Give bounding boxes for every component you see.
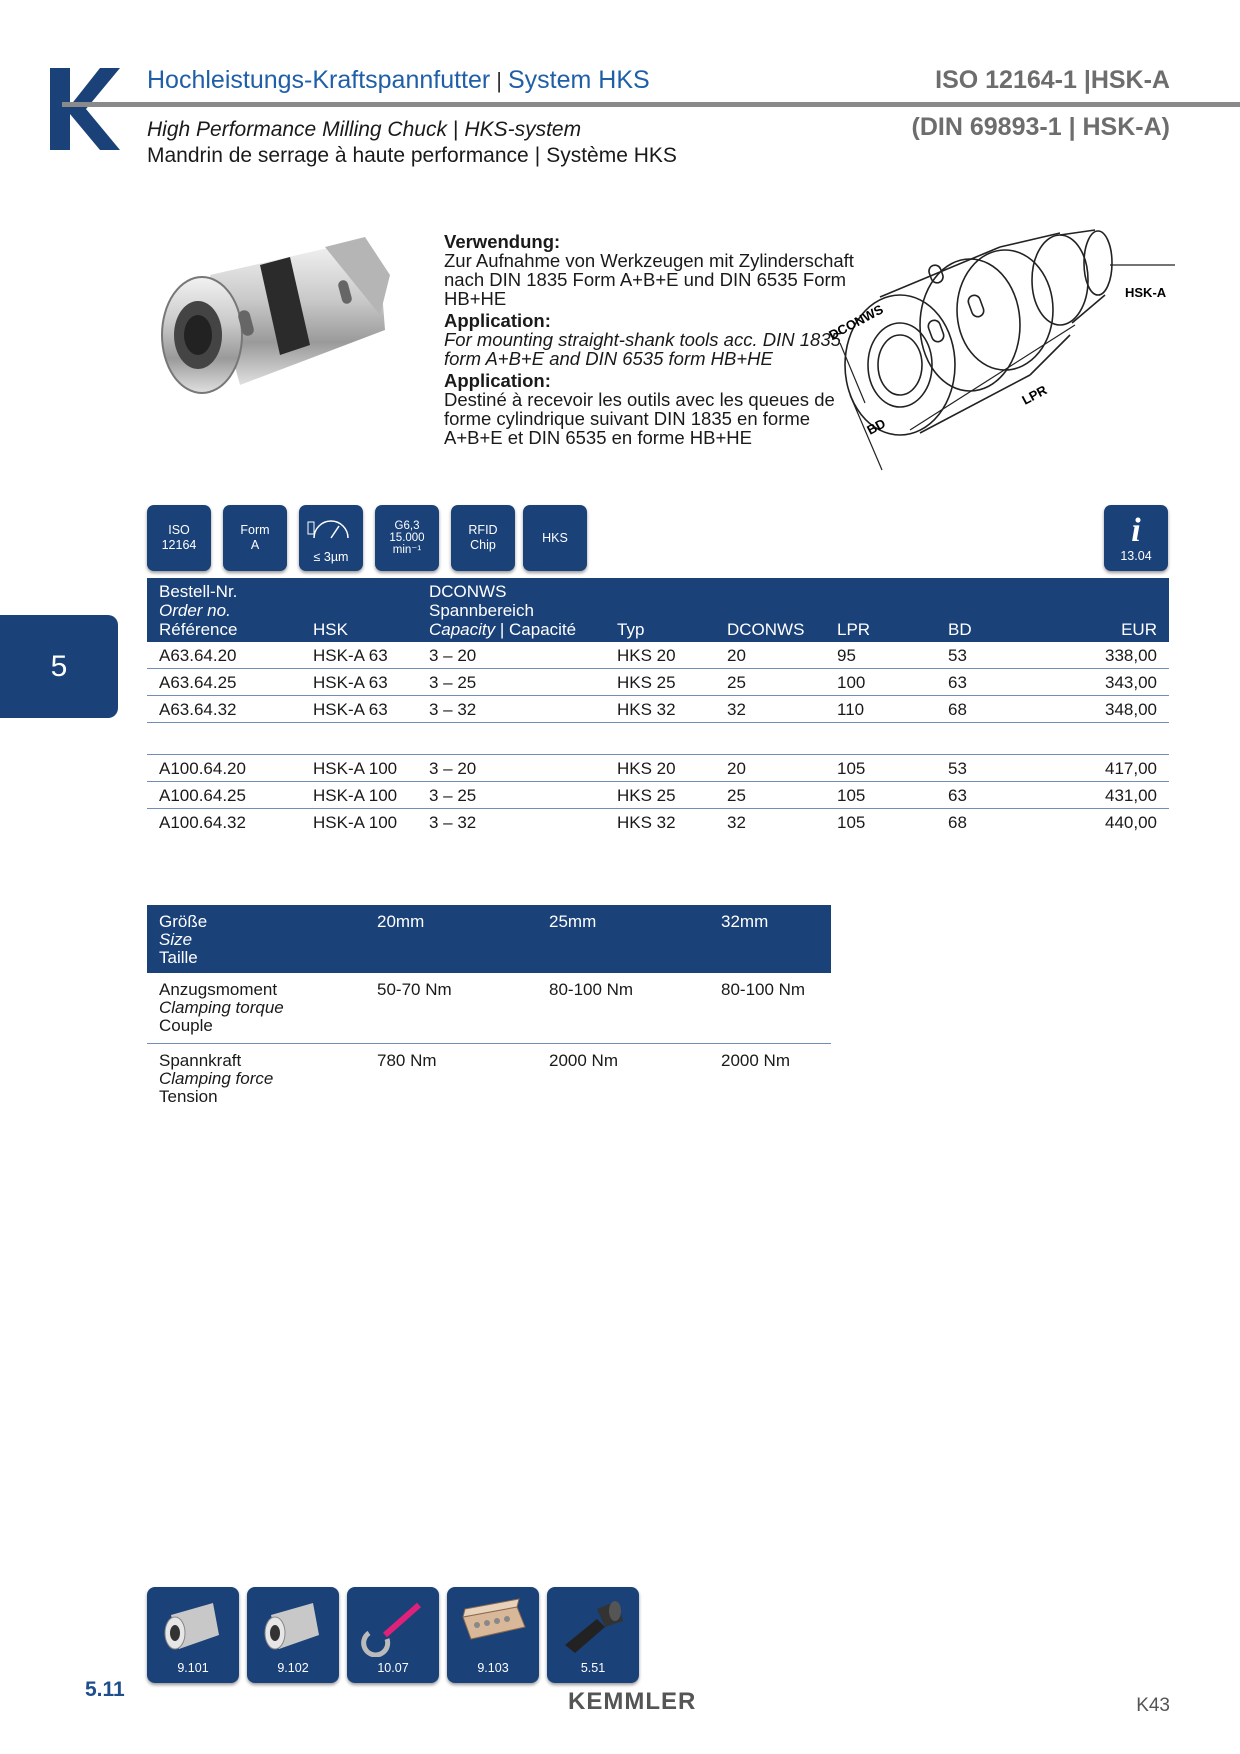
col-bd: BD [936,578,1047,642]
cell-dconws: 20 [715,642,825,669]
accessory-adapter[interactable] [547,1587,639,1683]
force-value: 780 Nm [377,1051,437,1070]
badge-iso-line2: 12164 [161,538,197,552]
cell-hsk: HSK-A 63 [301,696,417,723]
chapter-tab[interactable]: 5 [0,615,118,718]
din-standard: (DIN 69893-1 | HSK-A) [911,113,1170,141]
cell-lpr: 105 [825,755,936,782]
cell-dconws: 32 [715,696,825,723]
cell-lpr: 100 [825,669,936,696]
chuck-drawing [820,225,1180,475]
badge-form-line1: Form [240,523,270,537]
col-range [417,578,605,642]
table-row [147,755,1169,782]
force-label [147,1044,365,1113]
chuck-photo [150,235,400,415]
cell-type: HKS 20 [605,642,715,669]
torque-row [147,973,831,1044]
cell-range: 3 – 20 [417,755,605,782]
col-eur: EUR [1047,578,1169,642]
cell-order: A100.64.25 [147,782,301,809]
lpr-label: LPR [1019,382,1050,408]
col-order-en: Order no. [159,601,231,620]
col-range-de: Spannbereich [429,601,534,620]
cell-lpr: 105 [837,812,866,832]
torque-en: Clamping torque [159,998,284,1017]
accessory-label: 5.51 [580,1661,606,1675]
col-lpr: LPR [825,578,936,642]
usage-heading-de: Verwendung: [444,231,561,252]
info-icon: i [1131,511,1141,549]
hook-wrench-icon [357,1595,429,1657]
size-en: Size [159,930,193,949]
collet-icon [157,1595,229,1657]
header-rule [62,102,1240,107]
page-code: K43 [1136,1695,1170,1716]
force-value: 2000 Nm [549,1051,618,1070]
cell-type: HKS 32 [605,696,715,723]
spacer-cell [147,723,1169,755]
badge-balance[interactable] [375,505,439,571]
col-hsk: HSK [301,578,417,642]
badge-balance-line3: min⁻¹ [392,544,422,556]
force-fr: Tension [159,1087,218,1106]
cell-type: HKS 25 [605,782,715,809]
cell-range: 3 – 25 [417,782,605,809]
size-header [147,905,365,973]
cell-hsk: HSK-A 100 [301,755,417,782]
cell-dconws: 25 [715,782,825,809]
cell-type: HKS 25 [605,669,715,696]
accessory-collet-1[interactable] [147,1587,239,1683]
cell-dconws: 20 [715,755,825,782]
badge-info[interactable] [1104,505,1168,571]
cell-order: A100.64.20 [147,755,301,782]
hsk-label: HSK-A [1125,285,1167,300]
torque-value: 80-100 Nm [537,973,709,1044]
cell-lpr: 95 [825,642,936,669]
cell-eur: 431,00 [1047,782,1169,809]
cell-lpr: 110 [825,696,936,723]
cell-bd: 53 [936,755,1047,782]
cell-bd: 63 [936,782,1047,809]
cell-order: A63.64.20 [147,642,301,669]
cell-bd: 63 [936,669,1047,696]
table-row [147,642,1169,669]
title-separator: | [496,68,502,93]
usage-text [444,232,854,450]
cell-bd: 68 [936,696,1047,723]
badge-rfid-line2: Chip [470,538,496,552]
sealed-collet-icon [257,1595,329,1657]
cell-range: 3 – 20 [417,642,605,669]
badge-balance-line2: 15.000 [389,532,425,544]
dconws-label: DCONWS [826,301,886,343]
collet-set-box-icon [457,1595,529,1657]
force-de: Spannkraft [159,1051,242,1070]
iso-standard: ISO 12164-1 |HSK-A [935,66,1170,94]
badge-balance-line1: G6,3 [394,520,420,532]
torque-table [147,905,831,1112]
cell-order: A63.64.25 [147,669,301,696]
size-col: 25mm [537,905,709,973]
table-row [147,696,1169,723]
usage-text-en: For mounting straight-shank tools acc. DIN 1835 form A+B+E and DIN 6535 form HB+HE [444,329,841,369]
size-de: Größe [159,912,208,931]
title-english [147,118,581,142]
table-spacer-row [147,723,1169,755]
accessory-label: 9.102 [277,1661,309,1675]
system-fr-text: Système HKS [546,144,677,167]
page-number: 5.11 [85,1678,125,1701]
torque-value: 80-100 Nm [709,973,831,1044]
badge-iso-line1: ISO [168,523,190,537]
badge-hks-text: HKS [542,530,568,545]
cell-hsk: HSK-A 100 [301,782,417,809]
torque-fr: Couple [159,1016,213,1035]
badge-runout[interactable] [299,505,363,571]
cell-order: A100.64.32 [159,812,246,832]
accessory-label: 9.101 [177,1661,209,1675]
cell-hsk: HSK-A 100 [313,812,398,832]
badge-form[interactable] [223,505,287,571]
kemmler-logo [50,68,120,150]
product-table [147,578,1169,835]
torque-value: 50-70 Nm [365,973,537,1044]
usage-text-fr: Destiné à recevoir les outils avec les queues de forme cylindrique suivant DIN 1835 en forme A+B+E et DIN 6535 en forme HB+HE [444,389,835,448]
dial-gauge-icon [306,520,356,550]
col-dconws: DCONWS [715,578,825,642]
col-order [147,578,301,642]
cell-eur: 417,00 [1047,755,1169,782]
col-range-en: Capacity [429,620,496,639]
cell-eur: 440,00 [1105,812,1157,832]
torque-de: Anzugsmoment [159,980,278,999]
system-en-text: HKS-system [464,118,582,141]
force-row [147,1044,831,1113]
size-col: 20mm [365,905,537,973]
cell-order: A63.64.32 [147,696,301,723]
brand-name: KEMMLER [568,1688,697,1715]
system-de-text: System HKS [507,66,650,94]
accessory-collet-2[interactable] [247,1587,339,1683]
title-en-text: High Performance Milling Chuck [147,118,447,141]
cell-dconws: 25 [715,669,825,696]
cell-bd: 68 [948,812,967,832]
cell-bd: 53 [936,642,1047,669]
badge-hks[interactable] [523,505,587,571]
force-value: 2000 Nm [721,1051,790,1070]
cell-eur: 338,00 [1047,642,1169,669]
cell-range: 3 – 25 [417,669,605,696]
product-table-header [147,578,1169,642]
cell-eur: 348,00 [1047,696,1169,723]
badge-rfid[interactable] [451,505,515,571]
accessory-label: 9.103 [477,1661,509,1675]
cell-hsk: HSK-A 63 [301,642,417,669]
cell-lpr: 105 [825,782,936,809]
col-range-dconws: DCONWS [429,582,507,601]
cell-type: HKS 20 [605,755,715,782]
col-order-fr: Référence [159,620,238,639]
size-fr: Taille [159,948,198,967]
torque-label [147,973,365,1044]
accessory-label: 10.07 [377,1661,409,1675]
cell-eur: 343,00 [1047,669,1169,696]
title-french [147,144,677,168]
col-range-fr: | Capacité [499,620,577,639]
col-order-de: Bestell-Nr. [159,582,238,601]
cell-range: 3 – 32 [429,812,477,832]
title-fr-text: Mandrin de serrage à haute performance [147,144,529,167]
bd-label: BD [864,415,888,438]
size-col: 32mm [709,905,831,973]
table-row [147,669,1169,696]
cell-type: HKS 32 [617,812,676,832]
cell-hsk: HSK-A 63 [301,669,417,696]
table-row [147,782,1169,809]
badge-runout-text: ≤ 3µm [313,550,349,564]
accessory-wrench[interactable] [347,1587,439,1683]
usage-heading-fr: Application: [444,370,551,391]
title-german [147,66,650,95]
force-en: Clamping force [159,1069,274,1088]
cell-dconws: 32 [727,812,746,832]
badge-rfid-line1: RFID [468,523,498,537]
adapter-sleeve-icon [557,1595,629,1657]
title-de-text: Hochleistungs-Kraftspannfutter [147,66,491,94]
badge-form-line2: A [250,538,260,552]
badge-info-text: 13.04 [1120,548,1152,563]
usage-text-de: Zur Aufnahme von Werkzeugen mit Zylinderschaft nach DIN 1835 Form A+B+E und DIN 6535 Form HB+HE [444,250,854,309]
cell-range: 3 – 32 [417,696,605,723]
badge-iso[interactable] [147,505,211,571]
table-row [147,809,1169,836]
usage-heading-en: Application: [444,310,551,331]
col-type: Typ [605,578,715,642]
title-separator: | [534,144,541,167]
title-separator: | [452,118,459,141]
torque-table-header [147,905,831,973]
accessory-collet-set[interactable] [447,1587,539,1683]
